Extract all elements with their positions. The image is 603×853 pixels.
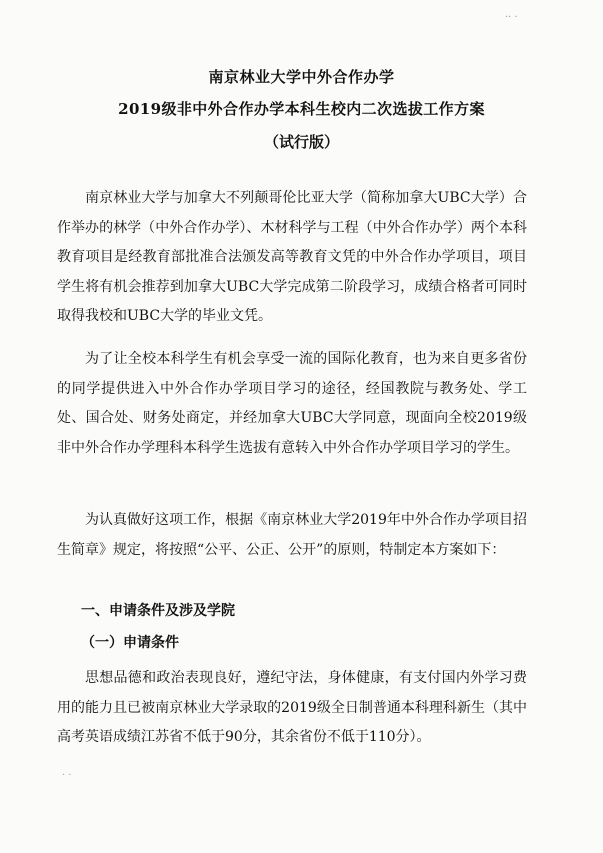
conditions-paragraph: 思想品德和政治表现良好，遵纪守法，身体健康，有支付国内外学习费用的能力且已被南京林业大学录取的2019级全日制普通本科理科新生（其中高考英语成绩江苏省不低于90分，其余省份不低于110分）。 xyxy=(57,670,527,745)
scan-mark-bottom-left: · · xyxy=(62,770,72,781)
document-title-line-1: 南京林业大学中外合作办学 xyxy=(208,68,395,86)
purpose-paragraph: 为了让全校本科学生有机会享受一流的国际化教育，也为来自更多省份的同学提供进入中外合作办学项目学习的途径，经国教院与教务处、学工处、国合处、财务处商定，并经加拿大UBC大学同意，现面向全校2019级非中外合作办学理科本科学生选拔有意转入中外合作办学项目学习的学生。 xyxy=(57,351,527,456)
scan-mark-top-right: ·· · xyxy=(505,12,518,23)
document-title-line-2: 2019级非中外合作办学本科生校内二次选拔工作方案 xyxy=(118,100,485,118)
intro-paragraph: 南京林业大学与加拿大不列颠哥伦比亚大学（简称加拿大UBC大学）合作举办的林学（中外合作办学）、木材科学与工程（中外合作办学）两个本科教育项目是经教育部批准合法颁发高等教育文凭的中外合作办学项目，项目学生将有机会推荐到加拿大UBC大学完成第二阶段学习，成绩合格者可同时取得我校和UBC大学的毕业文凭。 xyxy=(57,190,527,324)
document-title-version: （试行版） xyxy=(263,133,339,151)
basis-paragraph: 为认真做好这项工作，根据《南京林业大学2019年中外合作办学项目招生简章》规定，将按照“公平、公正、公开”的原则，特制定本方案如下： xyxy=(57,512,527,558)
section-heading: 一、申请条件及涉及学院 xyxy=(81,603,235,619)
subsection-heading: （一）申请条件 xyxy=(81,635,179,651)
